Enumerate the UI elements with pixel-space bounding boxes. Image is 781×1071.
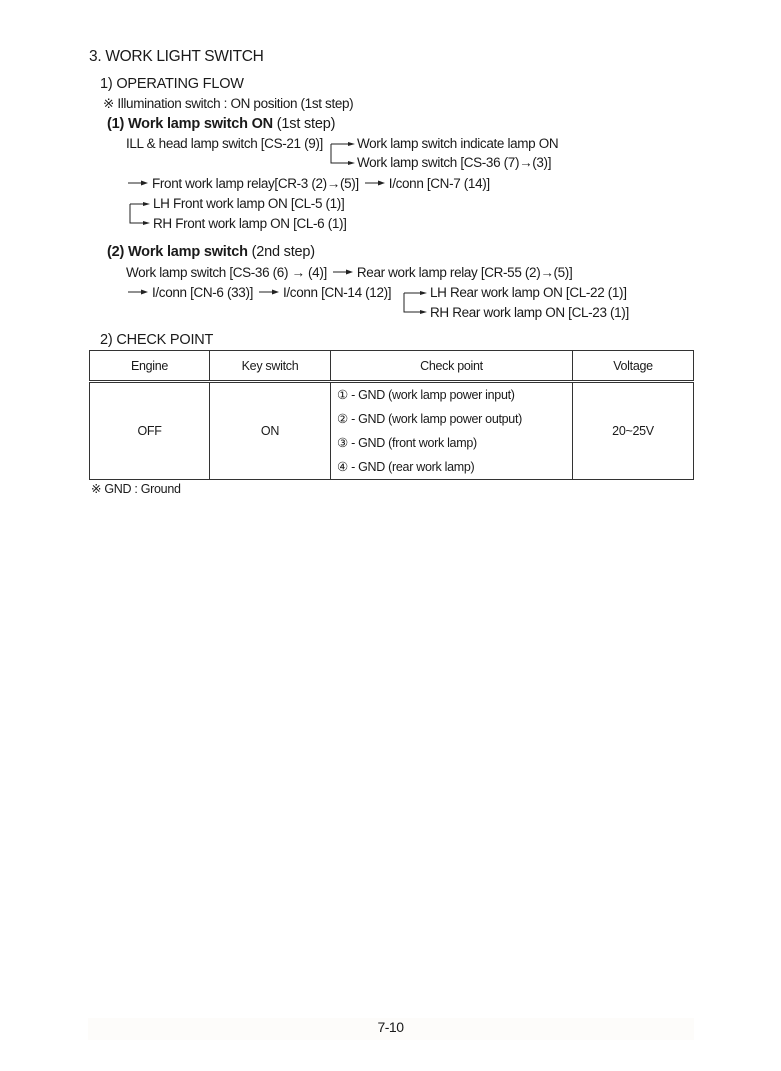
step2-conn-line (126, 285, 391, 300)
arrow-right-icon (259, 288, 279, 296)
cell-check-points (331, 382, 573, 480)
step1-branch-a: Work lamp switch indicate lamp ON (357, 136, 559, 151)
step1-lamp-rh: RH Front work lamp ON [CL-6 (1)] (153, 216, 347, 231)
check-point-table (89, 350, 694, 480)
step1-relay-line (126, 176, 490, 191)
step2-conn1: I/conn [CN-6 (33)] (152, 285, 253, 300)
step1-heading (107, 116, 335, 132)
step2-lamp-lh: LH Rear work lamp ON [CL-22 (1)] (430, 285, 627, 300)
check-point-item: ④ - GND (rear work lamp) (337, 460, 475, 474)
column-header-voltage: Voltage (573, 351, 694, 382)
check-point-item: ① - GND (work lamp power input) (337, 388, 515, 402)
step1-source: ILL & head lamp switch [CS-21 (9)] (126, 136, 323, 151)
step1-lamp-lh: LH Front work lamp ON [CL-5 (1)] (153, 196, 345, 211)
step2-lamp-rh: RH Rear work lamp ON [CL-23 (1)] (430, 305, 629, 320)
page-number: 7-10 (377, 1019, 404, 1035)
ground-footnote: ※ GND : Ground (91, 482, 181, 496)
arrow-right-icon (333, 268, 353, 276)
step2-relay: Rear work lamp relay [CR-55 (2)→(5)] (356, 265, 573, 280)
step2-heading (107, 244, 315, 260)
step1-relay: Front work lamp relay[CR-3 (2)→(5)] (152, 176, 359, 191)
step2-source-line (126, 265, 572, 280)
arrow-right-icon (128, 288, 148, 296)
column-header-key-switch: Key switch (210, 351, 331, 382)
step1-branch-bracket-icon (330, 142, 360, 166)
table-header-row (90, 351, 694, 382)
step1-branch-b: Work lamp switch [CS-36 (7)→(3)] (357, 155, 552, 170)
step2-lamp-bracket-icon (403, 291, 433, 315)
operating-flow-heading: 1) OPERATING FLOW (100, 76, 244, 92)
step1-heading-bold: (1) Work lamp switch ON (107, 116, 273, 132)
arrow-right-icon (128, 179, 148, 187)
cell-engine: OFF (90, 382, 210, 480)
cell-key-switch: ON (210, 382, 331, 480)
check-point-item: ② - GND (work lamp power output) (337, 412, 522, 426)
step1-lamp-bracket-icon (129, 202, 155, 226)
step2-source: Work lamp switch [CS-36 (6) → (4)] (126, 265, 327, 280)
table-row (90, 382, 694, 480)
step1-heading-rest: (1st step) (272, 116, 336, 132)
step2-heading-bold: (2) Work lamp switch (107, 244, 248, 260)
check-point-heading: 2) CHECK POINT (100, 332, 214, 348)
check-point-item: ③ - GND (front work lamp) (337, 436, 477, 450)
step2-heading-rest: (2nd step) (247, 244, 315, 260)
column-header-check-point: Check point (331, 351, 573, 382)
step1-conn: I/conn [CN-7 (14)] (388, 176, 490, 191)
illumination-note: ※ Illumination switch : ON position (1st step) (103, 96, 354, 111)
column-header-engine: Engine (90, 351, 210, 382)
arrow-right-icon (365, 179, 385, 187)
cell-voltage: 20~25V (573, 382, 694, 480)
section-title: 3. WORK LIGHT SWITCH (89, 48, 264, 65)
step2-conn2: I/conn [CN-14 (12)] (283, 285, 392, 300)
